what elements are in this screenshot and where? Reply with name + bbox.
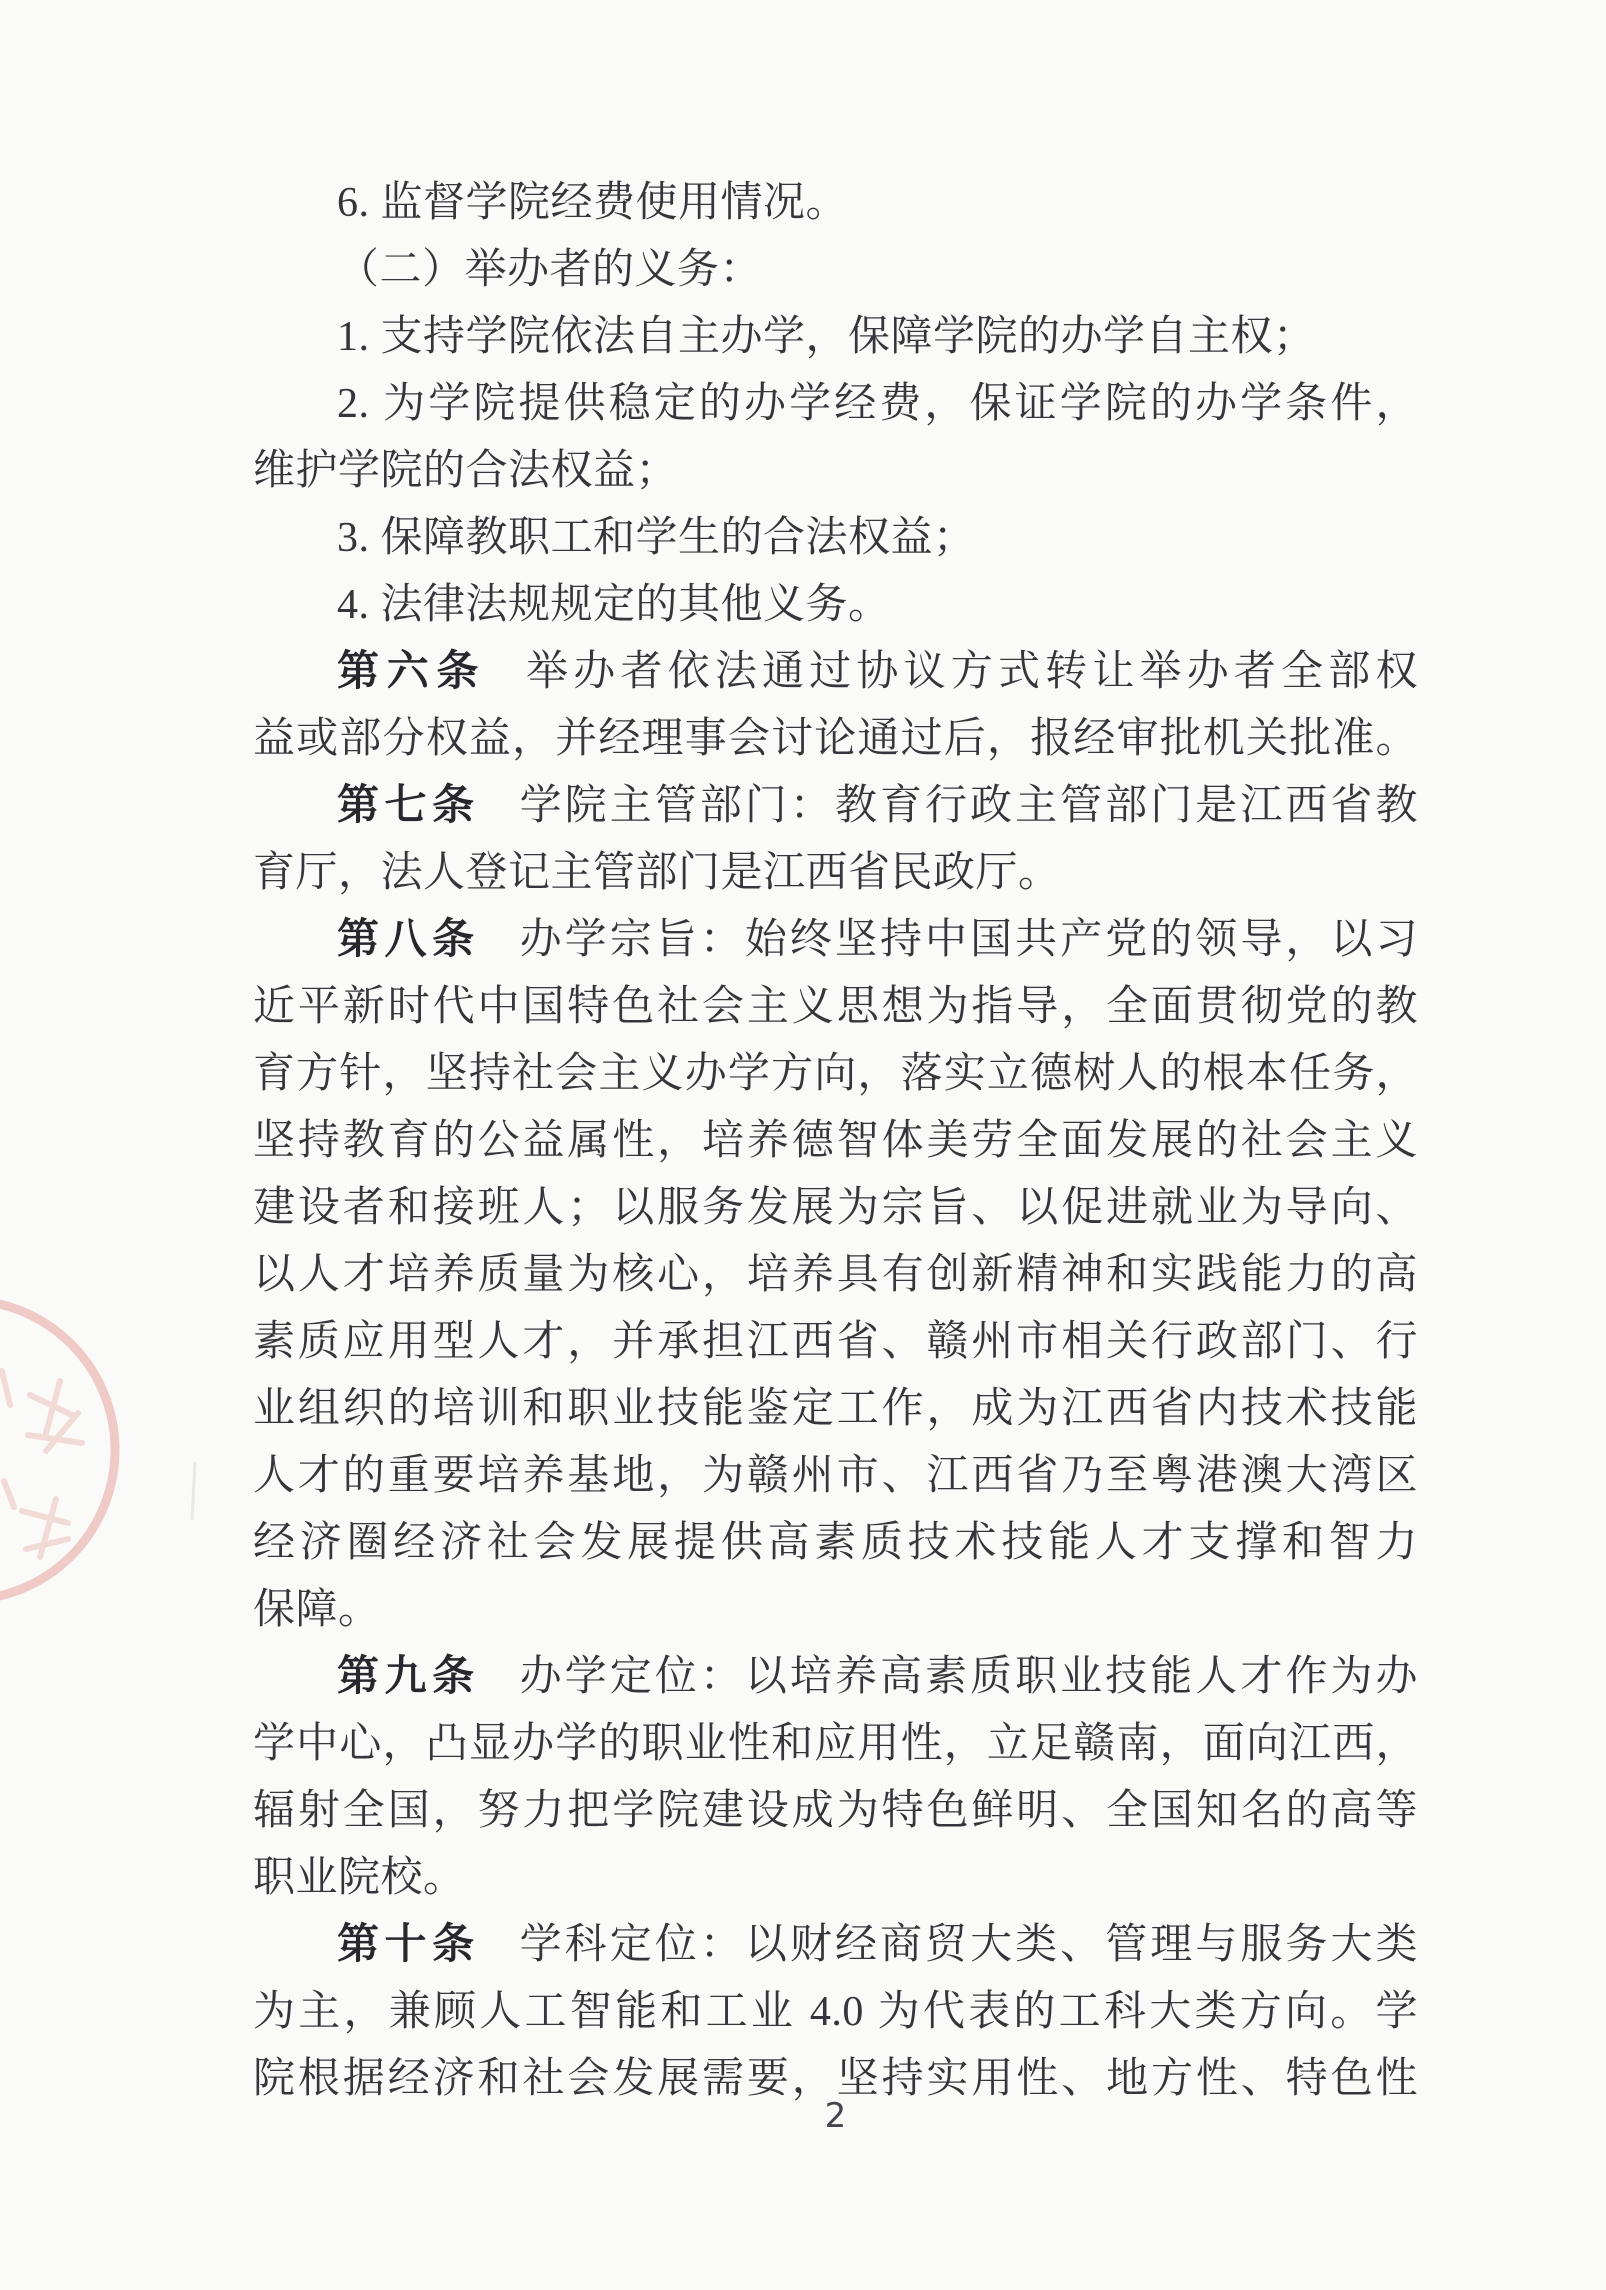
article-number: 第十条 [337, 1922, 480, 1968]
text-line [253, 1845, 1418, 1912]
text-line [253, 371, 1418, 438]
line-text: 为主，兼顾人工智能和工业 4.0 为代表的工科大类方向。学 [253, 1989, 1418, 2035]
line-text: 辐射全国，努力把学院建设成为特色鲜明、全国知名的高等 [253, 1788, 1418, 1834]
document-body [253, 170, 1418, 2113]
text-line [253, 1041, 1418, 1108]
line-text: 以人才培养质量为核心，培养具有创新精神和实践能力的高 [253, 1252, 1418, 1298]
line-text: 近平新时代中国特色社会主义思想为指导，全面贯彻党的教 [253, 984, 1418, 1030]
line-text: 举办者依法通过协议方式转让举办者全部权 [526, 649, 1418, 695]
article-number: 第八条 [337, 917, 480, 963]
text-line [253, 1711, 1418, 1778]
line-text: 院根据经济和社会发展需要，坚持实用性、地方性、特色性 [253, 2056, 1418, 2102]
text-line [253, 1912, 1418, 1979]
article-number: 第六条 [337, 649, 487, 695]
line-text: 办学宗旨：始终坚持中国共产党的领导，以习 [519, 917, 1418, 963]
official-seal-stamp [0, 1283, 150, 1643]
line-text: 学院主管部门：教育行政主管部门是江西省教 [519, 783, 1418, 829]
text-line [253, 572, 1418, 639]
line-text: （二）举办者的义务： [337, 247, 763, 293]
text-line [253, 505, 1418, 572]
line-text: 1. 支持学院依法自主办学，保障学院的办学自主权； [337, 314, 1316, 360]
line-text: 3. 保障教职工和学生的合法权益； [337, 515, 976, 561]
line-text: 益或部分权益，并经理事会讨论通过后，报经审批机关批准。 [253, 716, 1418, 762]
line-text: 育厅，法人登记主管部门是江西省民政厅。 [253, 850, 1061, 896]
text-line [253, 1644, 1418, 1711]
text-line [253, 907, 1418, 974]
text-line [253, 1510, 1418, 1577]
line-text: 6. 监督学院经费使用情况。 [337, 180, 849, 226]
article-number: 第七条 [337, 783, 480, 829]
line-text: 业组织的培训和职业技能鉴定工作，成为江西省内技术技能 [253, 1386, 1418, 1432]
seal-inner-marks [2, 1371, 82, 1557]
line-text: 4. 法律法规规定的其他义务。 [337, 582, 891, 628]
text-line [253, 773, 1418, 840]
text-line [253, 1175, 1418, 1242]
text-line [253, 1443, 1418, 1510]
text-line [253, 438, 1418, 505]
text-line [253, 1376, 1418, 1443]
text-line [253, 304, 1418, 371]
line-text: 保障。 [253, 1587, 381, 1633]
text-line [253, 974, 1418, 1041]
line-text: 素质应用型人才，并承担江西省、赣州市相关行政部门、行 [253, 1319, 1418, 1365]
line-text: 育方针，坚持社会主义办学方向，落实立德树人的根本任务， [253, 1051, 1418, 1097]
seal-ring [0, 1300, 115, 1600]
line-text: 2. 为学院提供稳定的办学经费，保证学院的办学条件， [337, 381, 1418, 427]
line-text: 办学定位：以培养高素质职业技能人才作为办 [519, 1654, 1418, 1700]
page-number: 2 [824, 2096, 847, 2136]
line-text: 人才的重要培养基地，为赣州市、江西省乃至粤港澳大湾区 [253, 1453, 1418, 1499]
line-text: 坚持教育的公益属性，培养德智体美劳全面发展的社会主义 [253, 1118, 1418, 1164]
text-line [253, 1778, 1418, 1845]
text-line [253, 1309, 1418, 1376]
text-line [253, 840, 1418, 907]
text-line [253, 1979, 1418, 2046]
text-line [253, 706, 1418, 773]
line-text: 学中心，凸显办学的职业性和应用性，立足赣南，面向江西， [253, 1721, 1418, 1767]
text-line [253, 1577, 1418, 1644]
text-line [253, 1242, 1418, 1309]
line-text: 建设者和接班人；以服务发展为宗旨、以促进就业为导向、 [253, 1185, 1418, 1231]
scan-crease-mark [190, 1462, 196, 1520]
line-text: 经济圈经济社会发展提供高素质技术技能人才支撑和智力 [253, 1520, 1418, 1566]
text-line [253, 639, 1418, 706]
line-text: 维护学院的合法权益； [253, 448, 679, 494]
text-line [253, 1108, 1418, 1175]
article-number: 第九条 [337, 1654, 480, 1700]
line-text: 学科定位：以财经商贸大类、管理与服务大类 [519, 1922, 1418, 1968]
text-line [253, 170, 1418, 237]
line-text: 职业院校。 [253, 1855, 466, 1901]
text-line [253, 237, 1418, 304]
